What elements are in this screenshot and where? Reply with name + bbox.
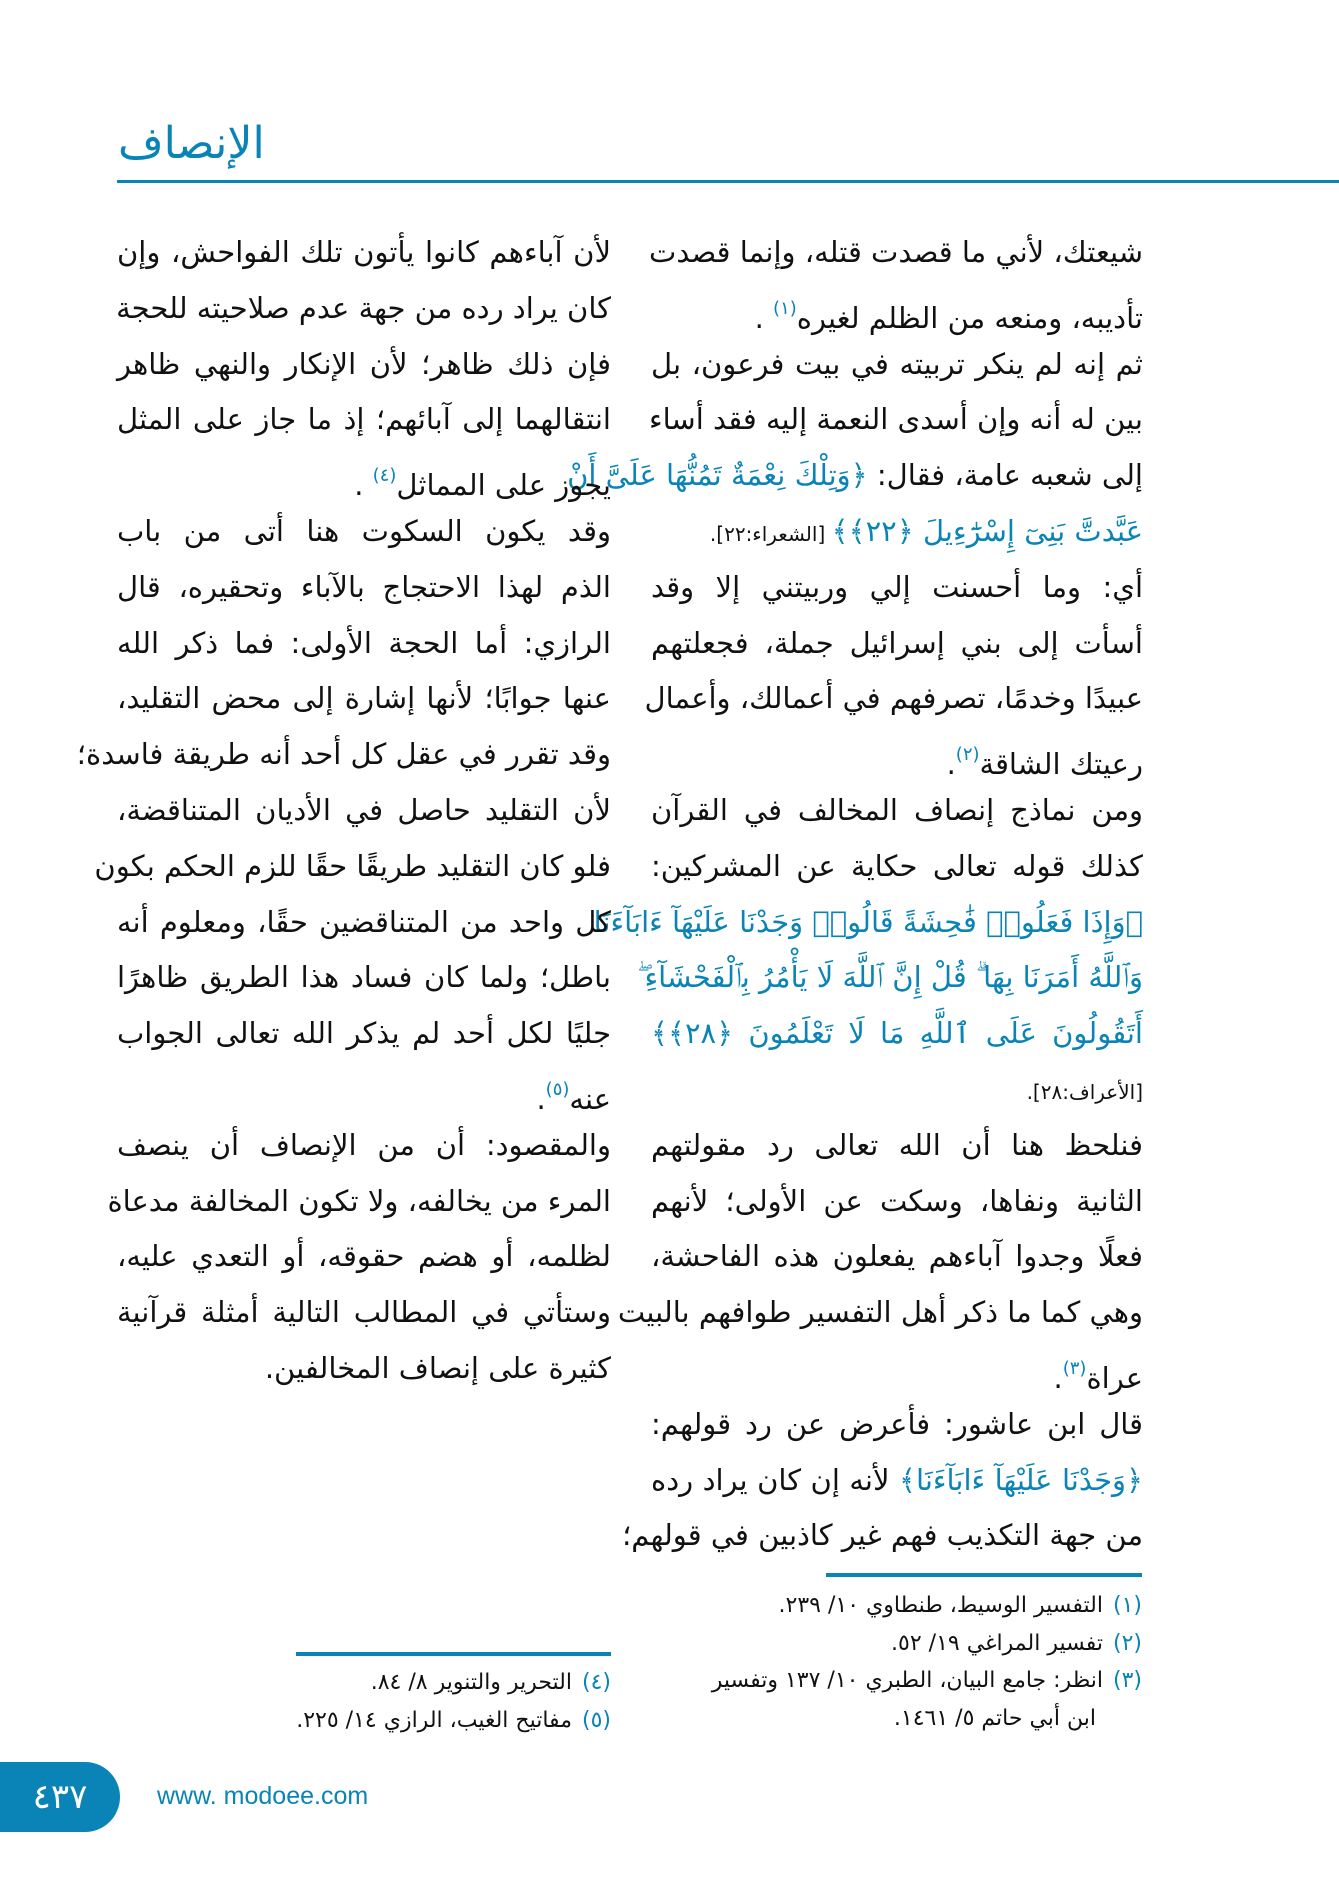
quran-verse: عَبَّدتَّ بَنِىٓ إِسْرَٰٓءِيلَ ﴿٢٢﴾﴾ (831, 513, 1143, 548)
text-segment: إلى شعبه عامة، فقال: (867, 458, 1143, 493)
footnotes-right (640, 1587, 1142, 1737)
text-line (117, 448, 611, 504)
text-line (117, 337, 611, 393)
footnote-text: تفسير المراغي ١٩/ ٥٢. (891, 1630, 1103, 1656)
text-line (117, 225, 611, 281)
text-line (107, 1174, 611, 1230)
left-text-column (76, 225, 611, 1397)
verse-reference: [الأعراف:٢٨]. (1026, 1079, 1143, 1104)
text-line (651, 1341, 1143, 1397)
footnote-text: مفاتيح الغيب، الرازي ١٤/ ٢٢٥. (296, 1707, 572, 1733)
text-segment: كذلك قوله تعالى حكاية عن المشركين: (651, 848, 1143, 883)
text-line (117, 281, 611, 337)
text-segment: بين له أنه وإن أسدى النعمة إليه فقد أساء (648, 402, 1143, 437)
text-line (651, 1062, 1143, 1118)
text-line (651, 560, 1143, 616)
text-segment: فإن ذلك ظاهر؛ لأن الإنكار والنهي ظاهر (117, 346, 611, 381)
footnote-number: (٤) (581, 1670, 611, 1695)
text-segment: . (536, 1081, 546, 1116)
text-line (622, 1508, 1143, 1564)
quran-verse: ﴿وَجَدْنَا عَلَيْهَآ ءَابَآءَنَا﴾ (899, 1462, 1144, 1497)
text-segment: . (754, 300, 774, 335)
footnote-marker[interactable]: (٥) (545, 1078, 570, 1100)
website-link[interactable]: www. modoee.com (157, 1782, 369, 1810)
text-line (651, 727, 1143, 783)
footnote-marker[interactable]: (٣) (1062, 1357, 1087, 1379)
text-segment: عراة (1086, 1360, 1143, 1395)
text-segment: ومن نماذج إنصاف المخالف في القرآن (651, 792, 1143, 827)
text-line (117, 392, 611, 448)
footnotes-left (200, 1664, 611, 1739)
footnote-text: التفسير الوسيط، طنطاوي ١٠/ ٢٣٩. (778, 1593, 1103, 1618)
text-line (651, 1118, 1143, 1174)
text-line (117, 1229, 611, 1285)
text-line (117, 895, 611, 951)
quran-verse: ﴿وَتِلْكَ نِعْمَةٌ تَمُنُّهَا عَلَىَّ أَنْ (567, 458, 868, 493)
footnote-number: (١) (1112, 1593, 1142, 1618)
text-segment: فلو كان التقليد طريقًا حقًا للزم الحكم بكون (94, 848, 611, 883)
text-line (117, 1062, 611, 1118)
text-line (651, 783, 1143, 839)
text-line (117, 783, 611, 839)
text-segment: عنها جوابًا؛ لأنها إشارة إلى محض التقليد، (117, 681, 611, 716)
text-segment: وهي كما ما ذكر أهل التفسير طوافهم بالبيت (617, 1295, 1143, 1330)
footnote-text: انظر: جامع البيان، الطبري ١٠/ ١٣٧ وتفسير (711, 1668, 1103, 1693)
text-line (593, 895, 1143, 951)
text-segment: وستأتي في المطالب التالية أمثلة قرآنية (117, 1295, 611, 1330)
quran-verse: أَتَقُولُونَ عَلَى ٱللَّهِ مَا لَا تَعْلَمُونَ ﴿٢٨﴾﴾ (651, 1016, 1143, 1051)
footnote-number: (٢) (1112, 1630, 1142, 1656)
text-segment: لأنه إن كان يراد رده (651, 1462, 899, 1497)
footnote (640, 1587, 1142, 1625)
page-title: الإنصاف (118, 118, 265, 169)
text-segment: فنلحظ هنا أن الله تعالى رد مقولتهم (651, 1127, 1143, 1162)
page-number-badge: ٤٣٧ (0, 1762, 120, 1832)
text-segment: لظلمه، أو هضم حقوقه، أو التعدي عليه، (117, 1239, 611, 1274)
footnote-marker[interactable]: (٤) (372, 465, 397, 487)
text-line (117, 1006, 611, 1062)
text-line (648, 392, 1143, 448)
text-segment: الذم لهذا الاحتجاج بالآباء وتحقيره، قال (117, 569, 611, 604)
text-segment: عنه (569, 1081, 611, 1116)
text-segment: يجوز على المماثل (396, 468, 611, 503)
text-line (117, 560, 611, 616)
text-line (651, 1006, 1143, 1062)
text-line (644, 671, 1143, 727)
text-line (117, 671, 611, 727)
text-segment: . (1053, 1360, 1063, 1395)
footnote (640, 1625, 1142, 1663)
text-segment: لأن التقليد حاصل في الأديان المتناقضة، (117, 792, 611, 827)
text-segment: رعيتك الشاقة (979, 747, 1143, 782)
text-segment: شيعتك، لأني ما قصدت قتله، وإنما قصدت (649, 235, 1143, 269)
footnote-divider-left (296, 1652, 611, 1656)
verse-reference: [الشعراء:٢٢]. (709, 521, 832, 546)
footnote (640, 1662, 1142, 1700)
text-line (76, 727, 611, 783)
text-segment: تأديبه، ومنعه من الظلم لغيره (796, 300, 1143, 335)
text-segment: الرازي: أما الحجة الأولى: فما ذكر الله (117, 625, 611, 660)
footnote-text: ابن أبي حاتم ٥/ ١٤٦١. (893, 1705, 1096, 1731)
text-line (117, 950, 611, 1006)
footnote-marker[interactable]: (١) (773, 297, 797, 319)
footnote-divider-right (826, 1573, 1142, 1577)
text-segment: قال ابن عاشور: فأعرض عن رد قولهم: (651, 1406, 1143, 1441)
text-segment: من جهة التكذيب فهم غير كاذبين في قولهم؛ (622, 1518, 1143, 1553)
text-segment: المرء من يخالفه، ولا تكون المخالفة مدعاة (107, 1183, 611, 1218)
footnote-marker[interactable]: (٢) (955, 744, 980, 766)
footnote-text: التحرير والتنوير ٨/ ٨٤. (370, 1670, 572, 1695)
text-segment: كل واحد من المتناقضين حقًا، ومعلوم أنه (117, 904, 611, 939)
text-segment: فعلًا وجدوا آباءهم يفعلون هذه الفاحشة، (651, 1239, 1143, 1274)
text-segment: جليًا لكل أحد لم يذكر الله تعالى الجواب (117, 1016, 611, 1051)
text-segment: كثيرة على إنصاف المخالفين. (264, 1350, 611, 1385)
text-line (651, 504, 1143, 560)
text-segment: وقد يكون السكوت هنا أتى من باب (117, 513, 611, 548)
text-line (651, 1229, 1143, 1285)
footnote-number: (٥) (581, 1707, 611, 1733)
text-segment: . (354, 468, 373, 503)
text-segment: ثم إنه لم ينكر تربيته في بيت فرعون، بل (651, 346, 1143, 381)
text-line (117, 1118, 611, 1174)
text-segment: انتقالهما إلى آبائهم؛ إذ ما جاز على المثل (117, 402, 611, 437)
text-line (567, 448, 1143, 504)
text-segment: . (946, 747, 956, 782)
text-segment: وقد تقرر في عقل كل أحد أنه طريقة فاسدة؛ (76, 737, 611, 772)
text-line (117, 504, 611, 560)
text-line (651, 1174, 1143, 1230)
text-line (651, 337, 1143, 393)
footnote-number: (٣) (1112, 1668, 1142, 1693)
text-segment: أسأت إلى بني إسرائيل جملة، فجعلتهم (651, 625, 1143, 660)
text-line (117, 1341, 611, 1397)
footnote (200, 1702, 611, 1740)
text-segment: باطل؛ ولما كان فساد هذا الطريق ظاهرًا (117, 960, 611, 995)
text-line (651, 839, 1143, 895)
text-line (651, 225, 1143, 281)
footnote (200, 1664, 611, 1702)
header-divider (117, 180, 1339, 183)
quran-verse: وَٱللَّهُ أَمَرَنَا بِهَا ۗ قُلْ إِنَّ ٱللَّهَ لَا يَأْمُرُ بِٱلْفَحْشَآءِ ۖ (637, 960, 1143, 995)
text-line (651, 616, 1143, 672)
footnote (640, 1700, 1142, 1738)
text-line (117, 616, 611, 672)
text-segment: أي: وما أحسنت إلي وربيتني إلا وقد (651, 569, 1143, 604)
text-line (651, 281, 1143, 337)
text-segment: والمقصود: أن من الإنصاف أن ينصف (117, 1127, 611, 1162)
text-line (651, 1397, 1143, 1453)
text-segment: لأن آباءهم كانوا يأتون تلك الفواحش، وإن (117, 235, 611, 269)
text-line (117, 1285, 611, 1341)
quran-verse: ﴿وَإِذَا فَعَلُوا۟ فَٰحِشَةً قَالُوا۟ وَجَدْنَا عَلَيْهَآ ءَابَآءَنَا (593, 904, 1143, 939)
text-segment: الثانية ونفاها، وسكت عن الأولى؛ لأنهم (651, 1183, 1143, 1218)
text-line (617, 1285, 1143, 1341)
text-line (94, 839, 611, 895)
text-line (637, 950, 1143, 1006)
text-line (651, 1453, 1143, 1509)
text-segment: عبيدًا وخدمًا، تصرفهم في أعمالك، وأعمال (644, 681, 1143, 716)
text-segment: كان يراد رده من جهة عدم صلاحيته للحجة (116, 290, 611, 325)
